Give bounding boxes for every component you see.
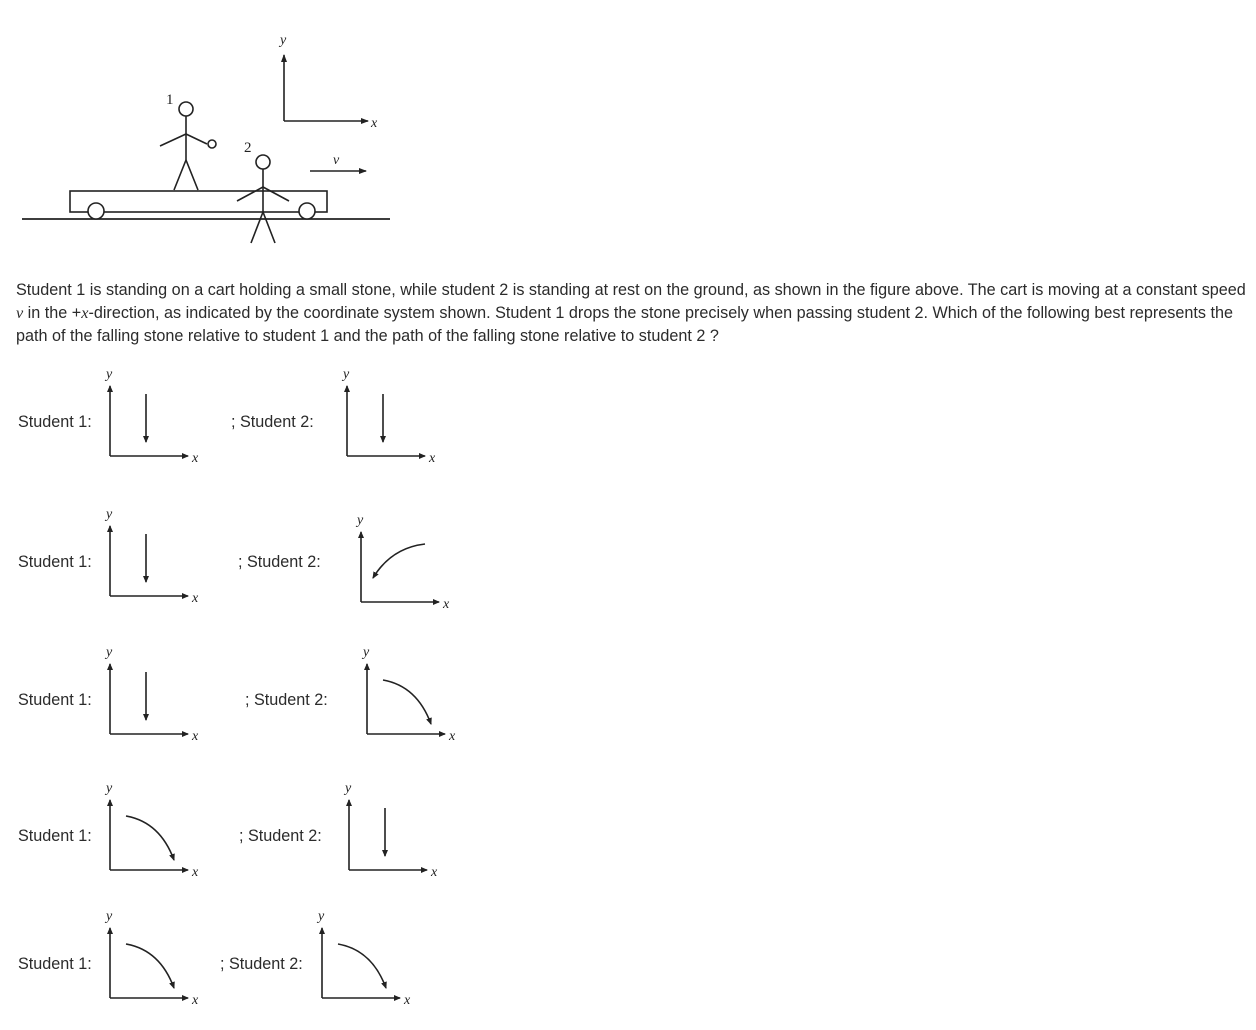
graph-x-label: x [431, 865, 438, 880]
graph-y-label: y [363, 645, 370, 660]
graph-x-label: x [192, 993, 199, 1008]
figure-coordinate-axes [278, 33, 378, 131]
problem-figure [0, 0, 400, 260]
graph-axes [349, 800, 427, 870]
velocity-label: v [333, 153, 340, 168]
student-1-path-graph [96, 778, 206, 888]
student-2-path-graph [333, 364, 443, 474]
question-part-3: -direction, as indicated by the coordinate system shown. Student 1 drops the stone precisely when passing student 2. Which of the following best represents the path of the falling stone relative to student 1 and the path of the falling stone relative to student 2 ? [16, 304, 1233, 345]
student-2-label: ; Student 2: [231, 413, 314, 431]
student-2-label: ; Student 2: [245, 691, 328, 709]
answer-option-e[interactable] [0, 902, 500, 1022]
student-1-label: Student 1: [18, 827, 92, 845]
answer-option-a[interactable] [0, 360, 500, 480]
student-1-path-graph [96, 642, 206, 752]
cart [70, 191, 327, 219]
answer-option-c[interactable] [0, 638, 500, 758]
graph-axes [110, 386, 188, 456]
graph-y-label: y [345, 781, 352, 796]
stone-path-arrow [126, 816, 174, 860]
figure-y-label: y [280, 33, 287, 48]
student-1-label: Student 1: [18, 553, 92, 571]
student-2-label: ; Student 2: [238, 553, 321, 571]
graph-x-label: x [404, 993, 411, 1008]
student-1-path-graph [96, 364, 206, 474]
graph-axes [110, 800, 188, 870]
graph-y-label: y [343, 367, 350, 382]
graph-x-label: x [429, 451, 436, 466]
student-2-label: ; Student 2: [220, 955, 303, 973]
student-1-figure [160, 102, 216, 190]
stone-path-arrow [338, 944, 386, 988]
student-1-number: 1 [166, 92, 174, 108]
student-2-number: 2 [244, 140, 252, 156]
graph-y-label: y [106, 507, 113, 522]
student-1-label: Student 1: [18, 691, 92, 709]
graph-x-label: x [192, 865, 199, 880]
graph-y-label: y [106, 909, 113, 924]
question-part-1: Student 1 is standing on a cart holding a small stone, while student 2 is standing at rest on the ground, as shown in the figure above. The cart is moving at a constant speed [16, 281, 1246, 299]
graph-x-label: x [192, 591, 199, 606]
stone-path-arrow [126, 944, 174, 988]
student-2-path-graph [353, 642, 463, 752]
graph-x-label: x [192, 451, 199, 466]
graph-x-label: x [192, 729, 199, 744]
graph-axes [347, 386, 425, 456]
student-1-path-graph [96, 504, 206, 614]
graph-x-label: x [443, 597, 450, 612]
question-part-2: in the + [23, 304, 82, 322]
graph-axes [361, 532, 439, 602]
student-1-label: Student 1: [18, 413, 92, 431]
student-1-label: Student 1: [18, 955, 92, 973]
graph-axes [322, 928, 400, 998]
graph-y-label: y [357, 513, 364, 528]
answer-option-d[interactable] [0, 774, 500, 894]
student-2-label: ; Student 2: [239, 827, 322, 845]
stone-path-arrow [373, 544, 425, 578]
answer-option-b[interactable] [0, 500, 500, 620]
graph-axes [367, 664, 445, 734]
student-1-path-graph [96, 906, 206, 1016]
question-text [16, 279, 1248, 348]
graph-axes [110, 928, 188, 998]
graph-axes [110, 664, 188, 734]
student-2-path-graph [308, 906, 418, 1016]
graph-y-label: y [106, 645, 113, 660]
graph-axes [110, 526, 188, 596]
graph-y-label: y [106, 367, 113, 382]
stone-path-arrow [383, 680, 431, 724]
velocity-arrow [310, 153, 366, 171]
graph-y-label: y [318, 909, 325, 924]
question-x-symbol: x [81, 304, 89, 322]
student-2-path-graph [347, 510, 457, 620]
student-2-path-graph [335, 778, 445, 888]
figure-x-label: x [371, 116, 378, 131]
question-v-symbol: v [16, 304, 24, 322]
graph-y-label: y [106, 781, 113, 796]
graph-x-label: x [449, 729, 456, 744]
